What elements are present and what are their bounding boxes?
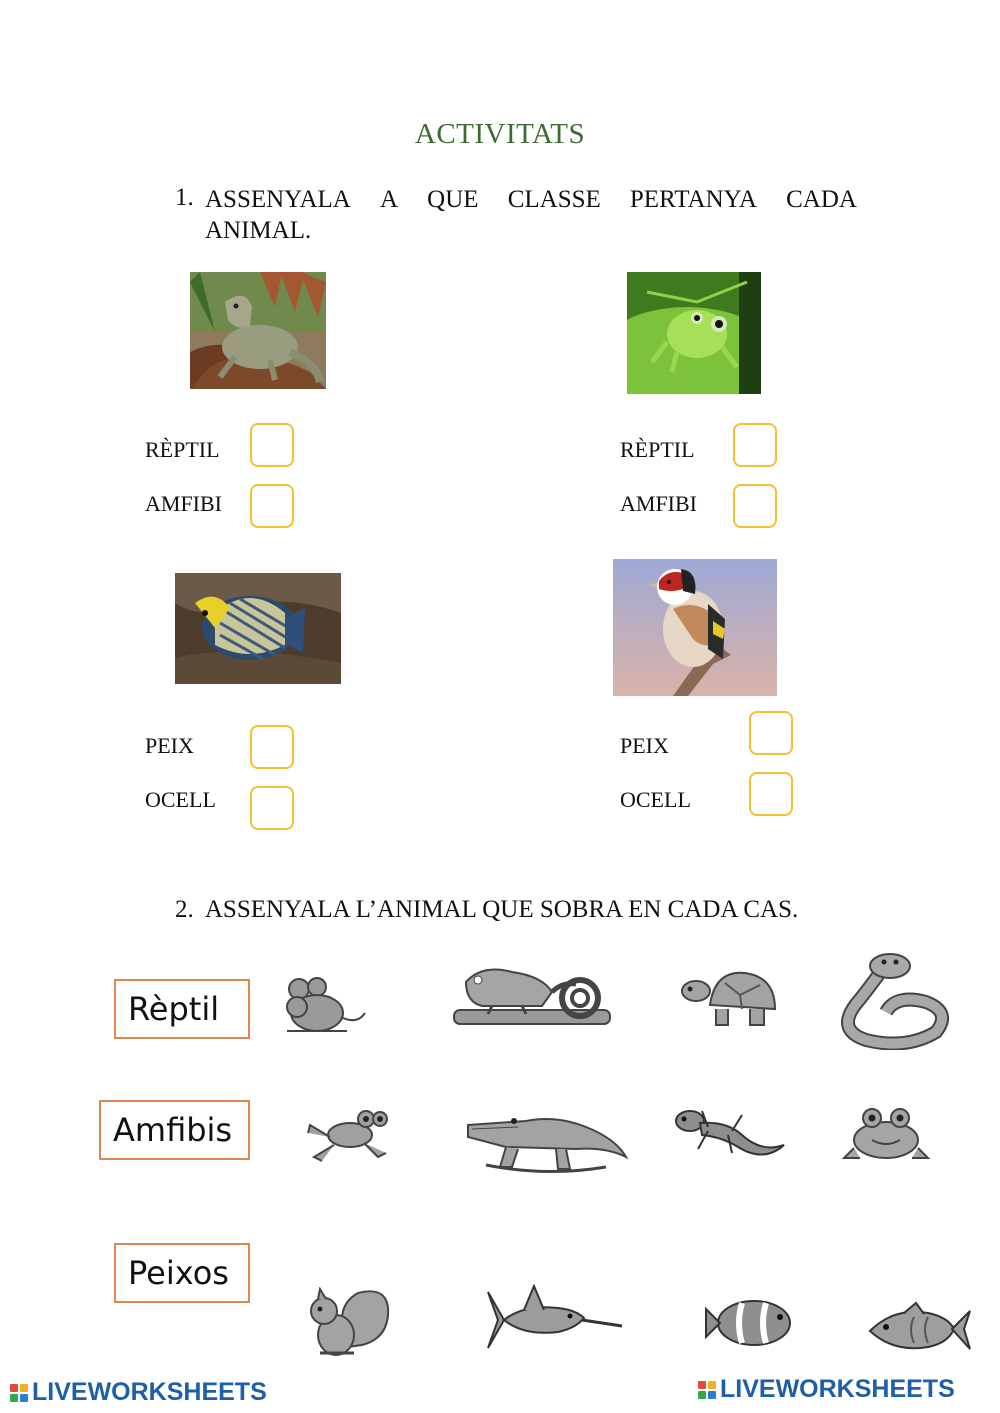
checkbox-fish-ocell[interactable]: [250, 786, 294, 830]
question-1-word: ASSENYALA: [205, 186, 351, 213]
brand-logo-left: [10, 1378, 267, 1407]
brand-mark-icon: [698, 1381, 716, 1399]
question-1-word: QUE: [427, 186, 479, 213]
brand-mark-icon: [10, 1384, 28, 1402]
option-label: OCELL: [145, 787, 216, 812]
crocodile-icon[interactable]: [466, 1107, 630, 1177]
mouse-icon[interactable]: [277, 975, 367, 1037]
brand-logo-right: [698, 1375, 955, 1404]
bird-photo: [613, 559, 777, 696]
swordfish-icon[interactable]: [484, 1284, 624, 1354]
category-reptil: [114, 979, 250, 1039]
option-label: AMFIBI: [620, 491, 698, 516]
brand-name: LIVEWORKSHEETS: [32, 1378, 267, 1406]
checkbox-frog-amfibi[interactable]: [733, 484, 777, 528]
frog-photo: [627, 272, 761, 394]
checkbox-iguana-reptil[interactable]: [250, 423, 294, 467]
fish-icon[interactable]: [864, 1301, 972, 1357]
option-label: RÈPTIL: [145, 437, 220, 462]
option-label: PEIX: [145, 733, 194, 758]
salamander-icon[interactable]: [672, 1105, 786, 1167]
brand-name: LIVEWORKSHEETS: [720, 1375, 955, 1403]
toad-icon[interactable]: [842, 1104, 930, 1162]
question-1-text: [205, 184, 857, 246]
option-label: AMFIBI: [145, 491, 223, 516]
chameleon-icon[interactable]: [452, 962, 612, 1030]
snake-icon[interactable]: [826, 952, 952, 1050]
turtle-icon[interactable]: [680, 965, 780, 1031]
question-2-number: 2.: [175, 896, 194, 923]
checkbox-iguana-amfibi[interactable]: [250, 484, 294, 528]
question-1-word: CLASSE: [507, 186, 601, 213]
category-peixos: [114, 1243, 250, 1303]
question-1-line-2: ANIMAL.: [205, 217, 312, 244]
question-2-text: [175, 896, 798, 924]
checkbox-bird-peix[interactable]: [749, 711, 793, 755]
question-2-label: ASSENYALA L’ANIMAL QUE SOBRA EN CADA CAS.: [204, 896, 799, 923]
category-label: Amfibis: [113, 1111, 233, 1149]
iguana-photo: [190, 272, 326, 389]
question-1-number: 1.: [175, 184, 194, 211]
option-label: OCELL: [620, 787, 691, 812]
question-1-word: PERTANYA: [629, 186, 757, 213]
tree-frog-icon[interactable]: [304, 1105, 390, 1163]
option-label: PEIX: [620, 733, 669, 758]
option-label: RÈPTIL: [620, 437, 695, 462]
squirrel-icon[interactable]: [302, 1287, 392, 1359]
fish-photo: [175, 573, 341, 684]
clownfish-icon[interactable]: [704, 1295, 798, 1351]
checkbox-bird-ocell[interactable]: [749, 772, 793, 816]
question-1-word: CADA: [786, 186, 857, 213]
category-label: Rèptil: [128, 990, 220, 1028]
question-1-word: A: [379, 186, 399, 213]
page-title: ACTIVITATS: [414, 118, 586, 150]
checkbox-fish-peix[interactable]: [250, 725, 294, 769]
checkbox-frog-reptil[interactable]: [733, 423, 777, 467]
category-label: Peixos: [128, 1254, 229, 1292]
category-amfibis: [99, 1100, 250, 1160]
